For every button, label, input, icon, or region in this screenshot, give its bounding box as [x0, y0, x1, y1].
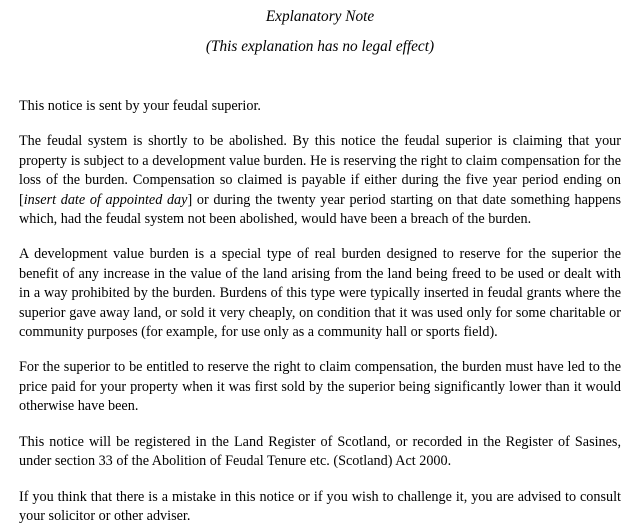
explanatory-note-page — [19, 8, 621, 526]
document-subtitle: (This explanation has no legal effect) — [205, 38, 435, 55]
paragraph-abolition-text-after: ] or during the twenty year period starting on that date something happens which, had the feudal system not been abolished, would have been a breach of the burden. — [19, 191, 621, 228]
paragraph-abolition-text-before: The feudal system is shortly to be abolished. By this notice the feudal superior is claiming that your property is subject to a development value burden. He is reserving the right to claim compensation for the loss of the burden. Compensation so claimed is payable if either during the five year period ending on [ — [19, 133, 621, 208]
paragraph-sender: This notice is sent by your feudal superior. — [19, 98, 261, 114]
paragraph-compensation-entitlement: For the superior to be entitled to reserve the right to claim compensation, the burden must have led to the price paid for your property when it was first sold by the superior being significantly lower than it would otherwise have been. — [19, 359, 621, 415]
paragraph-challenge-advice: If you think that there is a mistake in this notice or if you wish to challenge it, you are advised to consult your solicitor or other adviser. — [19, 488, 621, 524]
document-title: Explanatory Note — [265, 8, 375, 25]
paragraph-burden-definition: A development value burden is a special type of real burden designed to reserve for the superior the benefit of any increase in the value of the land arising from the land being freed to be used or dealt with in a way prohibited by the burden. Burdens of this type were typically inserted in feudal grants where the superior gave away land, or sold it very cheaply, on condition that it was used only for some charitable or community purposes (for example, for use only as a community hall or sports field). — [19, 246, 621, 341]
date-placeholder: insert date of appointed day — [23, 191, 188, 208]
paragraph-registration: This notice will be registered in the Land Register of Scotland, or recorded in the Register of Sasines, under section 33 of the Abolition of Feudal Tenure etc. (Scotland) Act 2000. — [19, 433, 621, 470]
paragraph-abolition — [19, 132, 621, 229]
